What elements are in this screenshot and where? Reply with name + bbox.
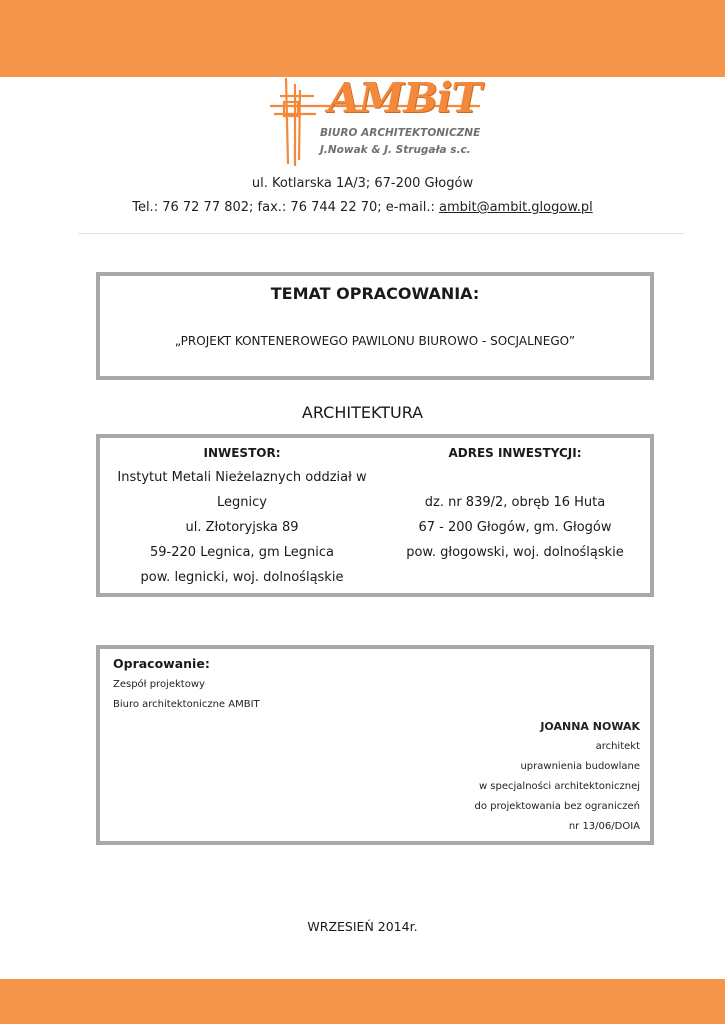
- location-line: 67 - 200 Głogów, gm. Głogów: [418, 520, 612, 535]
- investor-label: INWESTOR:: [203, 446, 281, 460]
- top-orange-band: [0, 0, 725, 77]
- investor-line: 59-220 Legnica, gm Legnica: [150, 545, 334, 560]
- investor-line: pow. legnicki, woj. dolnośląskie: [140, 570, 344, 585]
- prepared-team: Zespół projektowy: [113, 679, 205, 690]
- contact-phone-fax: Tel.: 76 72 77 802; fax.: 76 744 22 70; e-mail.:: [132, 200, 439, 215]
- section-title: ARCHITEKTURA: [301, 403, 424, 422]
- architect-name: JOANNA NOWAK: [540, 720, 640, 733]
- architect-detail: uprawnienia budowlane: [520, 761, 640, 772]
- logo-subtitle-office: BIURO ARCHITEKTONICZNE: [320, 127, 481, 139]
- topic-box: [96, 272, 654, 380]
- architect-license: nr 13/06/DOIA: [568, 821, 640, 832]
- investor-box: [96, 434, 654, 597]
- prepared-office: Biuro architektoniczne AMBIT: [113, 699, 260, 710]
- logo-subtitle-owners: J.Nowak & J. Strugała s.c.: [320, 144, 471, 156]
- topic-heading: TEMAT OPRACOWANIA:: [270, 284, 480, 303]
- header-divider: [78, 233, 684, 234]
- document-date: WRZESIEŃ 2014r.: [307, 919, 418, 934]
- investor-line: Instytut Metali Nieżelaznych oddział w: [117, 470, 367, 485]
- office-address: ul. Kotlarska 1A/3; 67-200 Głogów: [251, 176, 474, 191]
- investor-line: ul. Złotoryjska 89: [185, 520, 299, 535]
- logo-wordmark: AMBiT: [328, 74, 481, 122]
- email-link[interactable]: ambit@ambit.glogow.pl: [438, 200, 593, 215]
- prepared-label: Opracowanie:: [113, 656, 210, 671]
- architect-detail: w specjalności architektonicznej: [478, 781, 640, 792]
- location-line: dz. nr 839/2, obręb 16 Huta: [424, 495, 606, 510]
- architect-detail: architekt: [595, 741, 640, 752]
- investor-line: Legnicy: [217, 495, 267, 510]
- office-contact: [0, 200, 725, 215]
- topic-subject: „PROJEKT KONTENEROWEGO PAWILONU BIUROWO - SOCJALNEGO”: [174, 334, 576, 348]
- ambit-logo: [266, 76, 486, 170]
- location-line: pow. głogowski, woj. dolnośląskie: [406, 545, 624, 560]
- location-label: ADRES INWESTYCJI:: [448, 446, 582, 460]
- architect-detail: do projektowania bez ograniczeń: [474, 801, 640, 812]
- prepared-by-box: [96, 645, 654, 845]
- bottom-orange-band: [0, 979, 725, 1024]
